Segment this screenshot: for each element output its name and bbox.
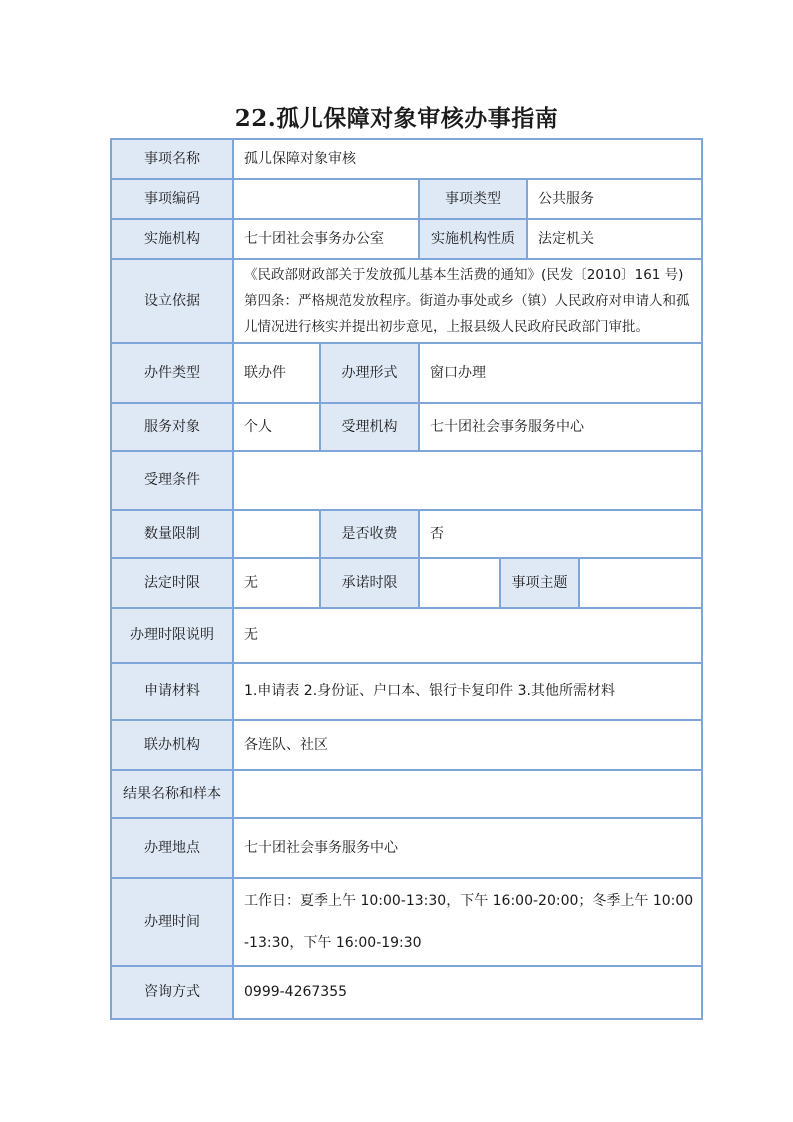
item-name-label: 事项名称 [112,140,232,178]
agency-label: 实施机构 [112,220,232,258]
result-sample-label: 结果名称和样本 [112,771,232,817]
accept-agency-label: 受理机构 [321,404,418,450]
agency-nature-value: 法定机关 [528,220,701,258]
contact-value: 0999-4267355 [234,967,701,1018]
contact-label: 咨询方式 [112,967,232,1018]
hours-label: 办理时间 [112,879,232,965]
agency-nature-label: 实施机构性质 [420,220,526,258]
item-code-value [234,180,418,218]
handle-form-value: 窗口办理 [420,344,701,402]
fee-value: 否 [420,511,701,557]
accept-agency-value: 七十团社会事务服务中心 [420,404,701,450]
service-target-label: 服务对象 [112,404,232,450]
materials-label: 申请材料 [112,664,232,719]
location-value: 七十团社会事务服务中心 [234,819,701,877]
joint-agency-label: 联办机构 [112,721,232,769]
basis-label: 设立依据 [112,260,232,342]
case-type-label: 办件类型 [112,344,232,402]
result-sample-value [234,771,701,817]
service-target-value: 个人 [234,404,319,450]
accept-conditions-label: 受理条件 [112,452,232,509]
theme-label: 事项主题 [501,559,578,607]
legal-time-label: 法定时限 [112,559,232,607]
page-title: 22.孤儿保障对象审核办事指南 [234,105,559,132]
legal-time-value: 无 [234,559,319,607]
item-code-label: 事项编码 [112,180,232,218]
promised-time-value [420,559,499,607]
time-note-label: 办理时限说明 [112,609,232,662]
joint-agency-value: 各连队、社区 [234,721,701,769]
quantity-limit-value [234,511,319,557]
fee-label: 是否收费 [321,511,418,557]
accept-conditions-value [234,452,701,509]
handle-form-label: 办理形式 [321,344,418,402]
basis-value: 《民政部财政部关于发放孤儿基本生活费的通知》(民发〔2010〕161 号)第四条：严格规范发放程序。街道办事处或乡（镇）人民政府对申请人和孤儿情况进行核实并提出初步意见，上报县级人民政府民政部门审批。 [234,260,701,342]
item-type-value: 公共服务 [528,180,701,218]
quantity-limit-label: 数量限制 [112,511,232,557]
agency-value: 七十团社会事务办公室 [234,220,418,258]
item-type-label: 事项类型 [420,180,526,218]
case-type-value: 联办件 [234,344,319,402]
location-label: 办理地点 [112,819,232,877]
hours-value: 工作日：夏季上午 10:00-13:30，下午 16:00-20:00；冬季上午 10:00-13:30，下午 16:00-19:30 [234,879,701,965]
item-name-value: 孤儿保障对象审核 [234,140,701,178]
time-note-value: 无 [234,609,701,662]
promised-time-label: 承诺时限 [321,559,418,607]
materials-value: 1.申请表 2.身份证、户口本、银行卡复印件 3.其他所需材料 [234,664,701,719]
theme-value [580,559,701,607]
